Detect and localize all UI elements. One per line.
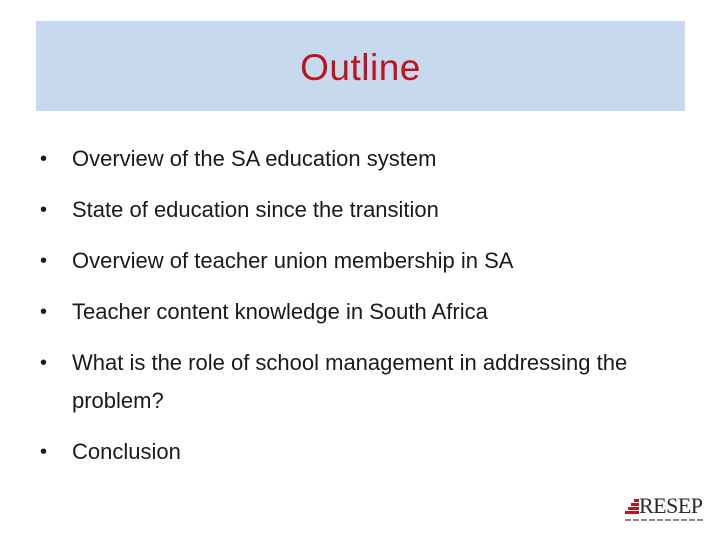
logo-underline [625,519,705,521]
bullet-text: State of education since the transition [72,197,439,222]
title-band [36,21,685,111]
bullet-item [40,191,690,229]
bullet-item [40,293,690,331]
logo-wordmark: RESEP [639,493,703,518]
bullet-dot-icon: • [40,441,48,463]
bullet-item [40,140,690,178]
bullet-item [40,433,690,471]
bullet-text: Overview of teacher union membership in SA [72,248,514,273]
bullet-item [40,242,690,280]
bullet-text: Overview of the SA education system [72,146,437,171]
bullet-text: What is the role of school management in addressing the problem? [72,350,628,413]
resep-logo [625,494,705,524]
bullet-dot-icon: • [40,250,48,272]
bullet-list [40,140,690,484]
slide-title: Outline [300,47,421,88]
bullet-dot-icon: • [40,352,48,374]
stairs-icon [625,497,639,515]
bullet-dot-icon: • [40,199,48,221]
bullet-dot-icon: • [40,301,48,323]
bullet-dot-icon: • [40,148,48,170]
bullet-text: Conclusion [72,439,181,464]
bullet-item [40,344,690,420]
bullet-text: Teacher content knowledge in South Africa [72,299,488,324]
